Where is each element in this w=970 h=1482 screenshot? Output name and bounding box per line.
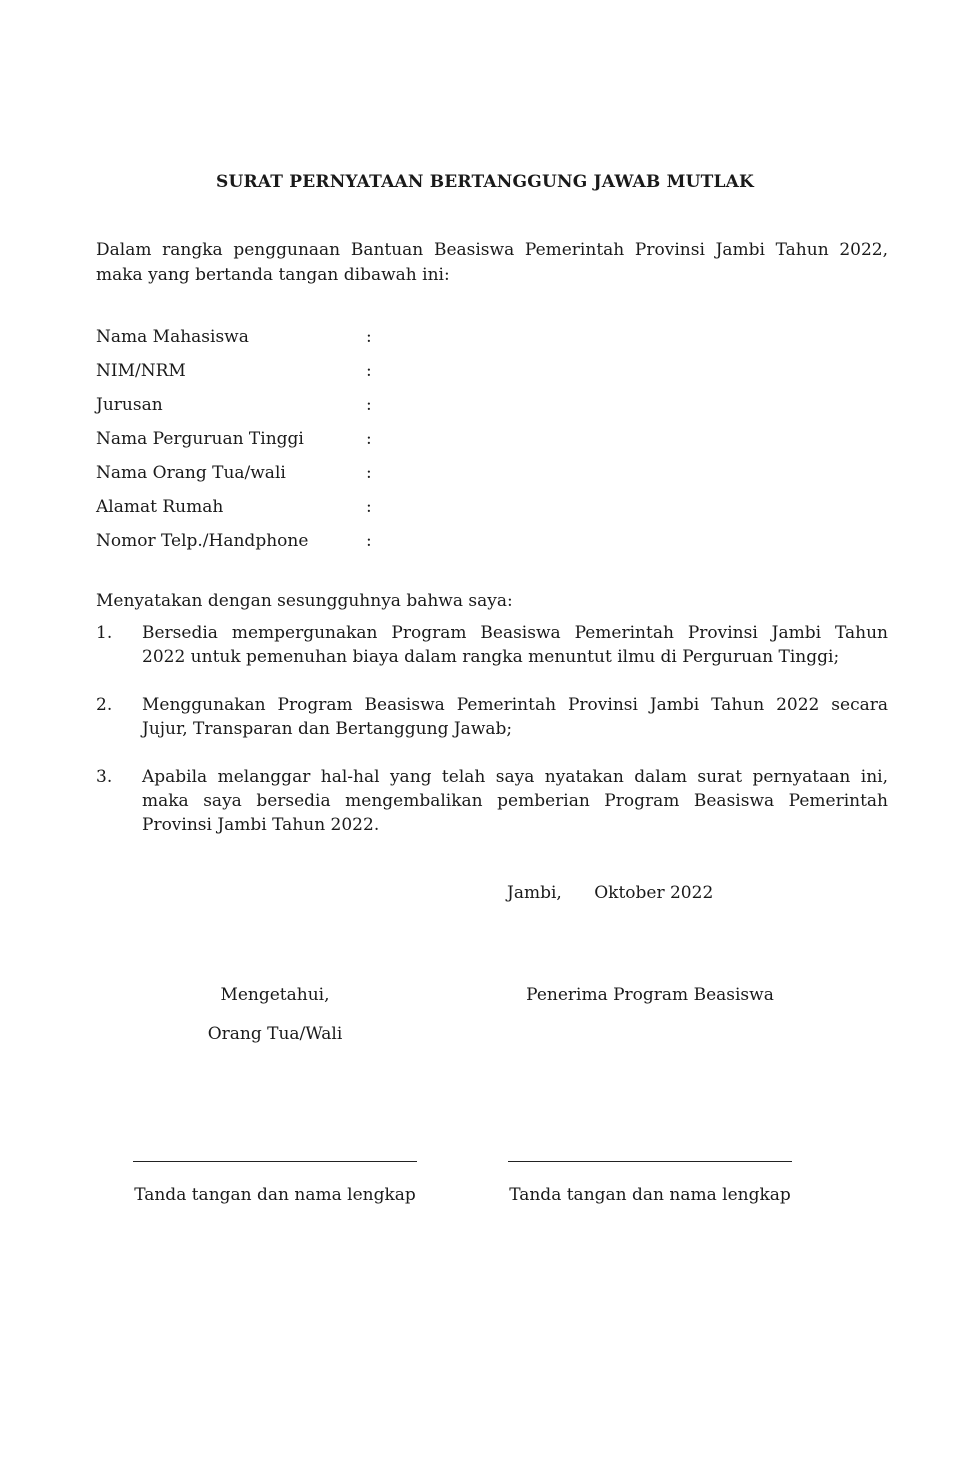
list-item-text: [142, 765, 888, 837]
field-colon: :: [366, 497, 372, 517]
field-label: Nama Orang Tua/wali: [96, 463, 286, 483]
signature-line-right: [508, 1161, 792, 1162]
signature-caption-right: Tanda tangan dan nama lengkap: [509, 1185, 791, 1205]
field-row-nim-nrm: [96, 357, 896, 391]
list-item-text: [142, 693, 888, 741]
intro-line-2: maka yang bertanda tangan dibawah ini:: [96, 265, 450, 285]
field-row-jurusan: [96, 391, 896, 425]
field-colon: :: [366, 327, 372, 347]
field-row-perguruan-tinggi: [96, 425, 896, 459]
list-item-number: 2.: [96, 695, 113, 715]
field-row-nama-mahasiswa: [96, 323, 896, 357]
field-colon: :: [366, 429, 372, 449]
list-item: [96, 765, 888, 837]
list-item-line: 2022 untuk pemenuhan biaya dalam rangka menuntut ilmu di Perguruan Tinggi;: [142, 647, 840, 667]
list-item-number: 1.: [96, 623, 113, 643]
identity-fields: [96, 323, 896, 561]
field-label: Jurusan: [96, 395, 163, 415]
field-colon: :: [366, 463, 372, 483]
field-row-orang-tua-wali: [96, 459, 896, 493]
field-colon: :: [366, 361, 372, 381]
list-item-number: 3.: [96, 767, 113, 787]
place-date: Jambi, Oktober 2022: [507, 883, 714, 903]
signature-caption-left: Tanda tangan dan nama lengkap: [134, 1185, 416, 1205]
signature-left-subheading: Orang Tua/Wali: [207, 1024, 343, 1044]
statement-intro: Menyatakan dengan sesungguhnya bahwa saya:: [96, 591, 513, 611]
field-label: Nomor Telp./Handphone: [96, 531, 309, 551]
list-item-line: Jujur, Transparan dan Bertanggung Jawab;: [142, 719, 513, 739]
intro-paragraph: [96, 238, 888, 288]
list-item-line: maka saya bersedia mengembalikan pemberian Program Beasiswa Pemerintah: [142, 791, 888, 811]
statement-list: [96, 621, 888, 837]
field-colon: :: [366, 395, 372, 415]
signature-line-left: [133, 1161, 417, 1162]
list-item-line: Menggunakan Program Beasiswa Pemerintah Provinsi Jambi Tahun 2022 secara: [142, 695, 888, 715]
field-label: Alamat Rumah: [96, 497, 224, 517]
list-item-line: Bersedia mempergunakan Program Beasiswa Pemerintah Provinsi Jambi Tahun: [142, 623, 888, 643]
list-item: [96, 693, 888, 741]
field-row-alamat-rumah: [96, 493, 896, 527]
field-row-nomor-telp: [96, 527, 896, 561]
field-label: Nama Mahasiswa: [96, 327, 249, 347]
signature-right-heading: Penerima Program Beasiswa: [526, 985, 774, 1005]
field-label: NIM/NRM: [96, 361, 186, 381]
list-item-line: Provinsi Jambi Tahun 2022.: [142, 815, 380, 835]
list-item-line: Apabila melanggar hal-hal yang telah saya nyatakan dalam surat pernyataan ini,: [142, 767, 888, 787]
list-item: [96, 621, 888, 669]
list-item-text: [142, 621, 888, 669]
signature-left-heading: Mengetahui,: [220, 985, 330, 1005]
document-title: SURAT PERNYATAAN BERTANGGUNG JAWAB MUTLAK: [215, 172, 755, 192]
field-label: Nama Perguruan Tinggi: [96, 429, 304, 449]
field-colon: :: [366, 531, 372, 551]
intro-line-1: Dalam rangka penggunaan Bantuan Beasiswa Pemerintah Provinsi Jambi Tahun 2022,: [96, 240, 888, 260]
